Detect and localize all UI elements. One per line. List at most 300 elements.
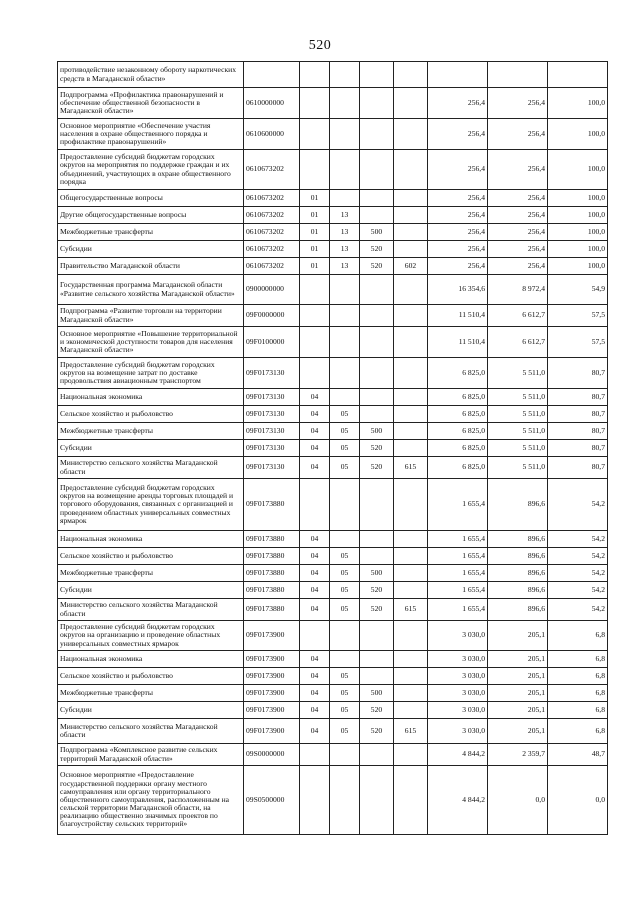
expense-type-cell (360, 651, 394, 668)
ministry-code-cell (394, 565, 428, 582)
expense-type-cell (360, 327, 394, 358)
planned-amount-cell: 256,4 (428, 258, 488, 275)
subsection-code-cell (330, 479, 360, 531)
actual-amount-cell: 896,6 (488, 582, 548, 599)
ministry-code-cell (394, 582, 428, 599)
actual-amount-cell: 205,1 (488, 719, 548, 744)
ministry-code-cell (394, 327, 428, 358)
target-code-cell: 0610000000 (244, 88, 300, 119)
section-code-cell: 01 (300, 190, 330, 207)
planned-amount-cell: 256,4 (428, 88, 488, 119)
subsection-code-cell: 05 (330, 702, 360, 719)
actual-amount-cell: 256,4 (488, 224, 548, 241)
actual-amount-cell: 8 972,4 (488, 275, 548, 305)
expense-type-cell (360, 305, 394, 327)
expense-type-cell (360, 150, 394, 190)
subsection-code-cell: 05 (330, 423, 360, 440)
actual-amount-cell: 5 511,0 (488, 457, 548, 479)
subsection-code-cell (330, 766, 360, 835)
table-body (58, 62, 608, 835)
expense-type-cell (360, 621, 394, 651)
planned-amount-cell: 3 030,0 (428, 685, 488, 702)
planned-amount-cell: 256,4 (428, 224, 488, 241)
expense-type-cell: 500 (360, 423, 394, 440)
expense-type-cell (360, 406, 394, 423)
planned-amount-cell: 256,4 (428, 190, 488, 207)
ministry-code-cell (394, 479, 428, 531)
table-row (58, 719, 608, 744)
row-name-cell: противодействие незаконному обороту наркотических средств в Магаданской области» (58, 62, 244, 88)
execution-percent-cell: 54,2 (548, 599, 608, 621)
planned-amount-cell: 4 844,2 (428, 766, 488, 835)
actual-amount-cell: 205,1 (488, 651, 548, 668)
expense-type-cell: 520 (360, 258, 394, 275)
expense-type-cell (360, 668, 394, 685)
target-code-cell: 09F0173880 (244, 565, 300, 582)
row-name-cell: Предоставление субсидий бюджетам городских округов на организацию и проведение областных универсальных совместных ярмарок (58, 621, 244, 651)
execution-percent-cell: 100,0 (548, 241, 608, 258)
target-code-cell: 09F0173130 (244, 389, 300, 406)
ministry-code-cell: 615 (394, 457, 428, 479)
actual-amount-cell: 256,4 (488, 190, 548, 207)
section-code-cell: 04 (300, 389, 330, 406)
target-code-cell: 0610673202 (244, 207, 300, 224)
actual-amount-cell: 5 511,0 (488, 440, 548, 457)
table-row (58, 565, 608, 582)
execution-percent-cell: 80,7 (548, 406, 608, 423)
subsection-code-cell (330, 651, 360, 668)
expense-type-cell (360, 766, 394, 835)
subsection-code-cell: 13 (330, 258, 360, 275)
actual-amount-cell: 256,4 (488, 119, 548, 150)
subsection-code-cell (330, 275, 360, 305)
execution-percent-cell: 54,2 (548, 582, 608, 599)
section-code-cell: 04 (300, 651, 330, 668)
actual-amount-cell: 0,0 (488, 766, 548, 835)
row-name-cell: Субсидии (58, 702, 244, 719)
expense-type-cell (360, 62, 394, 88)
page-number: 520 (308, 38, 332, 53)
table-row (58, 685, 608, 702)
planned-amount-cell: 256,4 (428, 241, 488, 258)
table-row (58, 327, 608, 358)
ministry-code-cell (394, 766, 428, 835)
expense-type-cell: 520 (360, 582, 394, 599)
target-code-cell: 0610673202 (244, 150, 300, 190)
ministry-code-cell (394, 207, 428, 224)
table-row (58, 582, 608, 599)
planned-amount-cell: 6 825,0 (428, 423, 488, 440)
expense-type-cell (360, 358, 394, 389)
table-row (58, 190, 608, 207)
execution-percent-cell: 80,7 (548, 389, 608, 406)
section-code-cell (300, 275, 330, 305)
target-code-cell: 09F0100000 (244, 327, 300, 358)
subsection-code-cell: 05 (330, 457, 360, 479)
table-row (58, 150, 608, 190)
row-name-cell: Межбюджетные трансферты (58, 224, 244, 241)
ministry-code-cell (394, 150, 428, 190)
ministry-code-cell (394, 406, 428, 423)
execution-percent-cell: 80,7 (548, 440, 608, 457)
expense-type-cell: 520 (360, 719, 394, 744)
execution-percent-cell (548, 62, 608, 88)
planned-amount-cell: 11 510,4 (428, 327, 488, 358)
expense-type-cell (360, 479, 394, 531)
actual-amount-cell: 6 612,7 (488, 327, 548, 358)
ministry-code-cell: 615 (394, 599, 428, 621)
actual-amount-cell: 896,6 (488, 548, 548, 565)
row-name-cell: Национальная экономика (58, 651, 244, 668)
expense-type-cell: 500 (360, 565, 394, 582)
section-code-cell (300, 88, 330, 119)
section-code-cell: 01 (300, 224, 330, 241)
subsection-code-cell (330, 744, 360, 766)
table-row (58, 389, 608, 406)
ministry-code-cell (394, 305, 428, 327)
row-name-cell: Национальная экономика (58, 531, 244, 548)
table-row (58, 668, 608, 685)
subsection-code-cell: 13 (330, 224, 360, 241)
table-row (58, 531, 608, 548)
planned-amount-cell: 4 844,2 (428, 744, 488, 766)
planned-amount-cell: 16 354,6 (428, 275, 488, 305)
expense-type-cell (360, 548, 394, 565)
actual-amount-cell: 205,1 (488, 702, 548, 719)
target-code-cell: 0610673202 (244, 258, 300, 275)
section-code-cell (300, 150, 330, 190)
planned-amount-cell: 6 825,0 (428, 358, 488, 389)
row-name-cell: Межбюджетные трансферты (58, 565, 244, 582)
section-code-cell (300, 305, 330, 327)
table-row (58, 241, 608, 258)
planned-amount-cell: 3 030,0 (428, 651, 488, 668)
ministry-code-cell (394, 224, 428, 241)
execution-percent-cell: 100,0 (548, 150, 608, 190)
row-name-cell: Предоставление субсидий бюджетам городских округов на возмещение аренды торговых площадей и торгового оборудования, связанных с организацией и проведением областных универсальных совместных ярмарок (58, 479, 244, 531)
table-row (58, 766, 608, 835)
execution-percent-cell: 6,8 (548, 621, 608, 651)
ministry-code-cell (394, 241, 428, 258)
expense-type-cell (360, 119, 394, 150)
actual-amount-cell: 205,1 (488, 685, 548, 702)
subsection-code-cell: 05 (330, 565, 360, 582)
section-code-cell (300, 358, 330, 389)
section-code-cell: 04 (300, 668, 330, 685)
table-row (58, 599, 608, 621)
planned-amount-cell: 256,4 (428, 119, 488, 150)
table-row (58, 548, 608, 565)
execution-percent-cell: 57,5 (548, 327, 608, 358)
planned-amount-cell: 11 510,4 (428, 305, 488, 327)
subsection-code-cell (330, 88, 360, 119)
expense-type-cell (360, 531, 394, 548)
planned-amount-cell: 6 825,0 (428, 440, 488, 457)
row-name-cell: Межбюджетные трансферты (58, 685, 244, 702)
ministry-code-cell (394, 190, 428, 207)
ministry-code-cell (394, 275, 428, 305)
planned-amount-cell (428, 62, 488, 88)
table-row (58, 119, 608, 150)
table-row (58, 406, 608, 423)
subsection-code-cell (330, 327, 360, 358)
row-name-cell: Основное мероприятие «Предоставление государственной поддержки органу местного самоуправления или органу территориального общественного самоуправления, расположенным на сельской территории Магаданской области, на реализацию общественно значимых проектов по благоустройству сельских территорий» (58, 766, 244, 835)
target-code-cell: 09F0173130 (244, 440, 300, 457)
expense-type-cell (360, 389, 394, 406)
row-name-cell: Предоставление субсидий бюджетам городских округов на возмещение затрат по доставке продовольствия авиационным транспортом (58, 358, 244, 389)
table-row (58, 651, 608, 668)
section-code-cell (300, 119, 330, 150)
row-name-cell: Субсидии (58, 241, 244, 258)
target-code-cell: 0900000000 (244, 275, 300, 305)
target-code-cell: 09F0000000 (244, 305, 300, 327)
target-code-cell: 09F0173130 (244, 406, 300, 423)
subsection-code-cell (330, 531, 360, 548)
ministry-code-cell (394, 423, 428, 440)
ministry-code-cell (394, 744, 428, 766)
planned-amount-cell: 3 030,0 (428, 702, 488, 719)
expense-type-cell: 520 (360, 241, 394, 258)
section-code-cell: 04 (300, 406, 330, 423)
subsection-code-cell (330, 190, 360, 207)
target-code-cell: 0610673202 (244, 224, 300, 241)
table-row (58, 423, 608, 440)
ministry-code-cell: 602 (394, 258, 428, 275)
subsection-code-cell: 13 (330, 241, 360, 258)
table-row (58, 457, 608, 479)
row-name-cell: Субсидии (58, 440, 244, 457)
row-name-cell: Сельское хозяйство и рыболовство (58, 548, 244, 565)
subsection-code-cell: 05 (330, 685, 360, 702)
row-name-cell: Подпрограмма «Развитие торговли на территории Магаданской области» (58, 305, 244, 327)
subsection-code-cell: 05 (330, 599, 360, 621)
target-code-cell: 09F0173880 (244, 479, 300, 531)
section-code-cell: 01 (300, 258, 330, 275)
target-code-cell: 09F0173880 (244, 548, 300, 565)
section-code-cell: 04 (300, 599, 330, 621)
actual-amount-cell: 896,6 (488, 531, 548, 548)
section-code-cell: 04 (300, 440, 330, 457)
row-name-cell: Основное мероприятие «Повышение территориальной и экономической доступности товаров для населения Магаданской области» (58, 327, 244, 358)
row-name-cell: Национальная экономика (58, 389, 244, 406)
actual-amount-cell: 256,4 (488, 258, 548, 275)
subsection-code-cell (330, 621, 360, 651)
planned-amount-cell: 6 825,0 (428, 389, 488, 406)
table-row (58, 224, 608, 241)
subsection-code-cell (330, 389, 360, 406)
ministry-code-cell (394, 62, 428, 88)
actual-amount-cell: 896,6 (488, 479, 548, 531)
execution-percent-cell: 54,2 (548, 565, 608, 582)
ministry-code-cell (394, 702, 428, 719)
section-code-cell (300, 479, 330, 531)
row-name-cell: Другие общегосударственные вопросы (58, 207, 244, 224)
planned-amount-cell: 1 655,4 (428, 565, 488, 582)
planned-amount-cell: 256,4 (428, 150, 488, 190)
section-code-cell: 04 (300, 548, 330, 565)
expense-type-cell (360, 275, 394, 305)
target-code-cell: 0610673202 (244, 190, 300, 207)
subsection-code-cell: 05 (330, 548, 360, 565)
table-row (58, 207, 608, 224)
execution-percent-cell: 100,0 (548, 258, 608, 275)
subsection-code-cell: 05 (330, 719, 360, 744)
target-code-cell: 09F0173880 (244, 599, 300, 621)
execution-percent-cell: 54,9 (548, 275, 608, 305)
row-name-cell: Сельское хозяйство и рыболовство (58, 668, 244, 685)
ministry-code-cell (394, 389, 428, 406)
planned-amount-cell: 1 655,4 (428, 531, 488, 548)
subsection-code-cell (330, 305, 360, 327)
ministry-code-cell (394, 685, 428, 702)
target-code-cell: 09F0173880 (244, 582, 300, 599)
target-code-cell: 09F0173900 (244, 685, 300, 702)
planned-amount-cell: 6 825,0 (428, 457, 488, 479)
actual-amount-cell: 256,4 (488, 150, 548, 190)
planned-amount-cell: 3 030,0 (428, 621, 488, 651)
expense-type-cell: 520 (360, 457, 394, 479)
actual-amount-cell: 205,1 (488, 621, 548, 651)
execution-percent-cell: 48,7 (548, 744, 608, 766)
execution-percent-cell: 100,0 (548, 190, 608, 207)
table-row (58, 440, 608, 457)
subsection-code-cell: 13 (330, 207, 360, 224)
planned-amount-cell: 3 030,0 (428, 668, 488, 685)
target-code-cell: 09F0173130 (244, 358, 300, 389)
expense-type-cell: 520 (360, 599, 394, 621)
actual-amount-cell: 6 612,7 (488, 305, 548, 327)
ministry-code-cell (394, 440, 428, 457)
section-code-cell: 04 (300, 531, 330, 548)
target-code-cell: 09F0173130 (244, 423, 300, 440)
expense-type-cell: 500 (360, 224, 394, 241)
actual-amount-cell: 2 359,7 (488, 744, 548, 766)
table-row (58, 305, 608, 327)
subsection-code-cell: 05 (330, 440, 360, 457)
ministry-code-cell (394, 358, 428, 389)
actual-amount-cell: 896,6 (488, 599, 548, 621)
section-code-cell: 04 (300, 423, 330, 440)
subsection-code-cell (330, 358, 360, 389)
expense-type-cell (360, 88, 394, 119)
table-row (58, 479, 608, 531)
section-code-cell (300, 766, 330, 835)
row-name-cell: Общегосударственные вопросы (58, 190, 244, 207)
table-row (58, 621, 608, 651)
actual-amount-cell: 5 511,0 (488, 389, 548, 406)
planned-amount-cell: 1 655,4 (428, 479, 488, 531)
subsection-code-cell (330, 119, 360, 150)
table-row (58, 258, 608, 275)
target-code-cell: 09F0173900 (244, 719, 300, 744)
planned-amount-cell: 1 655,4 (428, 582, 488, 599)
planned-amount-cell: 1 655,4 (428, 599, 488, 621)
row-name-cell: Предоставление субсидий бюджетам городских округов на мероприятия по поддержке граждан и их объединений, участвующих в охране общественного порядка (58, 150, 244, 190)
ministry-code-cell (394, 621, 428, 651)
execution-percent-cell: 80,7 (548, 358, 608, 389)
ministry-code-cell (394, 651, 428, 668)
execution-percent-cell: 100,0 (548, 119, 608, 150)
section-code-cell (300, 62, 330, 88)
section-code-cell: 04 (300, 582, 330, 599)
row-name-cell: Министерство сельского хозяйства Магаданской области (58, 457, 244, 479)
actual-amount-cell: 256,4 (488, 88, 548, 119)
row-name-cell: Подпрограмма «Комплексное развитие сельских территорий Магаданской области» (58, 744, 244, 766)
execution-percent-cell: 100,0 (548, 88, 608, 119)
expense-type-cell: 520 (360, 702, 394, 719)
expense-type-cell: 520 (360, 440, 394, 457)
expense-type-cell (360, 744, 394, 766)
target-code-cell: 09F0173900 (244, 702, 300, 719)
execution-percent-cell: 54,2 (548, 479, 608, 531)
execution-percent-cell: 57,5 (548, 305, 608, 327)
execution-percent-cell: 6,8 (548, 668, 608, 685)
table-row (58, 275, 608, 305)
planned-amount-cell: 1 655,4 (428, 548, 488, 565)
subsection-code-cell: 05 (330, 668, 360, 685)
row-name-cell: Межбюджетные трансферты (58, 423, 244, 440)
section-code-cell (300, 621, 330, 651)
execution-percent-cell: 6,8 (548, 719, 608, 744)
row-name-cell: Основное мероприятие «Обеспечение участия населения в охране общественного порядка и профилактике правонарушений» (58, 119, 244, 150)
table-row (58, 88, 608, 119)
target-code-cell: 09S0000000 (244, 744, 300, 766)
subsection-code-cell (330, 62, 360, 88)
section-code-cell: 04 (300, 702, 330, 719)
target-code-cell (244, 62, 300, 88)
target-code-cell: 09F0173130 (244, 457, 300, 479)
section-code-cell: 04 (300, 719, 330, 744)
target-code-cell: 09F0173880 (244, 531, 300, 548)
planned-amount-cell: 256,4 (428, 207, 488, 224)
row-name-cell: Субсидии (58, 582, 244, 599)
subsection-code-cell: 05 (330, 582, 360, 599)
budget-execution-table (57, 61, 608, 835)
actual-amount-cell: 896,6 (488, 565, 548, 582)
table-row (58, 702, 608, 719)
execution-percent-cell: 0,0 (548, 766, 608, 835)
section-code-cell (300, 327, 330, 358)
section-code-cell: 01 (300, 241, 330, 258)
row-name-cell: Министерство сельского хозяйства Магаданской области (58, 599, 244, 621)
planned-amount-cell: 6 825,0 (428, 406, 488, 423)
ministry-code-cell: 615 (394, 719, 428, 744)
execution-percent-cell: 100,0 (548, 207, 608, 224)
actual-amount-cell: 205,1 (488, 668, 548, 685)
row-name-cell: Министерство сельского хозяйства Магаданской области (58, 719, 244, 744)
section-code-cell: 04 (300, 457, 330, 479)
execution-percent-cell: 6,8 (548, 685, 608, 702)
expense-type-cell (360, 207, 394, 224)
expense-type-cell (360, 190, 394, 207)
target-code-cell: 09F0173900 (244, 668, 300, 685)
row-name-cell: Сельское хозяйство и рыболовство (58, 406, 244, 423)
ministry-code-cell (394, 548, 428, 565)
target-code-cell: 0610673202 (244, 241, 300, 258)
ministry-code-cell (394, 119, 428, 150)
target-code-cell: 0610600000 (244, 119, 300, 150)
subsection-code-cell (330, 150, 360, 190)
target-code-cell: 09F0173900 (244, 651, 300, 668)
section-code-cell: 04 (300, 565, 330, 582)
row-name-cell: Правительство Магаданской области (58, 258, 244, 275)
execution-percent-cell: 80,7 (548, 457, 608, 479)
subsection-code-cell: 05 (330, 406, 360, 423)
table-row (58, 62, 608, 88)
execution-percent-cell: 6,8 (548, 702, 608, 719)
actual-amount-cell: 256,4 (488, 207, 548, 224)
table-row (58, 744, 608, 766)
